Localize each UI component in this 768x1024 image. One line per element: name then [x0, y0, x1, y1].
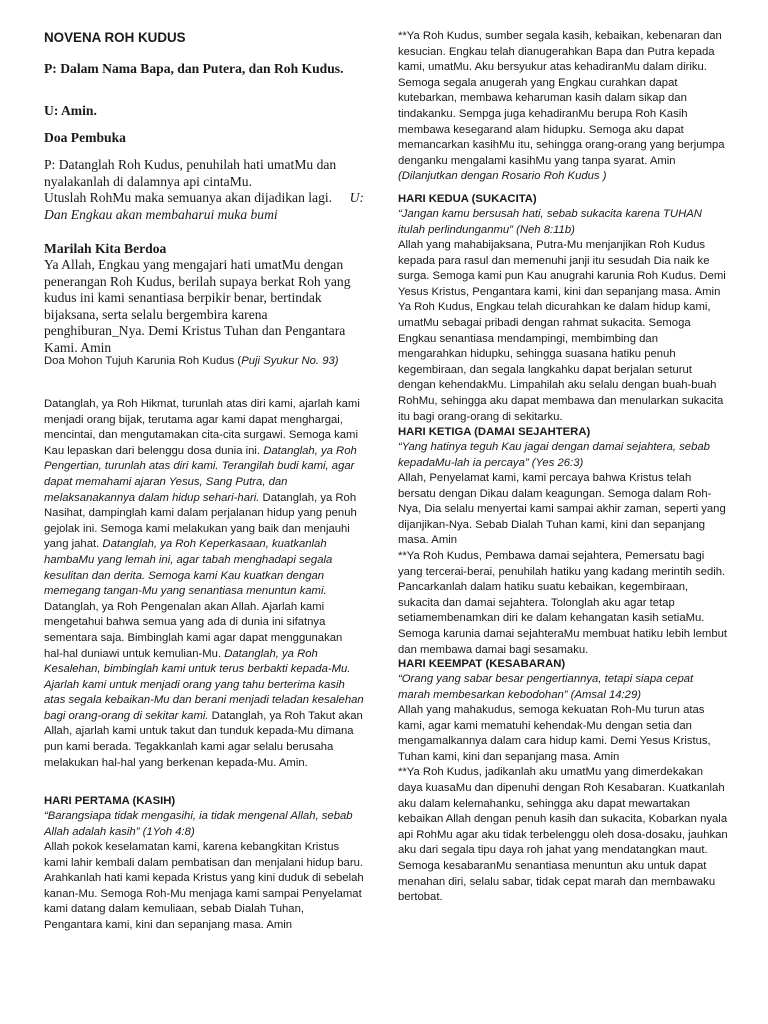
- hari-ketiga-prayer: Allah, Penyelamat kami, kami percaya bahwa Kristus telah bersatu dengan Dikau dalam keagungan. Semoga dalam Roh-Nya, Dia selalu menyertai kami sampai akhir zaman, seperti yang dijanjikan-Nya. Sebab Dialah Tuhan kami, kini dan sepanjang masa. Amin: [398, 472, 726, 547]
- karunia-text: [44, 397, 364, 771]
- hari-ketiga-heading: HARI KETIGA (DAMAI SEJAHTERA): [398, 426, 591, 438]
- hari-keempat-prayer-2: **Ya Roh Kudus, jadikanlah aku umatMu yang dimerdekakan daya kuasaMu dan dipenuhi dengan Roh Kesabaran. Kuatkanlah aku dalam kelemahanku, sehingga aku dapat mewartakan kebaikan Allah dengan penuh kasih dan sukacita, Kobarkan nyala api RohMu agar aku tidak terbelenggu oleh dosa-dosaku, jauhkan aku dari segala tipu daya roh jahat yang mendatangkan maut. Semoga kesabaranMu senantiasa menuntun aku untuk dapat menahan diri, selalu sabar, tidak cepat marah dan membawaku bertobat.: [398, 766, 728, 904]
- hari-pertama-heading: HARI PERTAMA (KASIH): [44, 795, 176, 807]
- hari-pertama-cont: [398, 29, 728, 185]
- hari-kedua-text: [398, 238, 728, 425]
- doa-pembuka-heading: Doa Pembuka: [44, 130, 126, 145]
- hari-keempat-quote: “Orang yang sabar besar pengertiannya, tetapi siapa cepat marah membesarkan kebodohan” (Amsal 14:29): [398, 673, 694, 701]
- hari-keempat-prayer: Allah yang mahakudus, semoga kekuatan Roh-Mu turun atas kami, agar kami mematuhi kehendak-Mu dengan setia dan mengamalkannya dalam cara hidup kami. Demi Yesus Kristus, Tuhan kami, kini dan sepanjang masa. Amin: [398, 704, 711, 763]
- marilah-text: Ya Allah, Engkau yang mengajari hati umatMu dengan penerangan Roh Kudus, berilah supaya berkat Roh yang kudus ini kami senantiasa berpikir benar, bertindak bijaksana, serta selalu bergembira karena penghiburan_Nya. Demi Kristus Tuhan dan Pengantara Kami. Amin: [44, 257, 351, 355]
- hari-keempat-text: [398, 703, 728, 906]
- doa-pembuka-p2-text: Utuslah RohMu maka semuanya akan dijadikan lagi.: [44, 190, 333, 206]
- hari-kedua-prayer-2: Ya Roh Kudus, Engkau telah dicurahkan ke dalam hidup kami, umatMu sebagai pribadi dengan rahmat sukacita. Semoga Engkau senantiasa mendampingi, membimbing dan mengarahkan hidupku, sehingga suasana hatiku penuh kegembiraan, dan segala langkahku dapat berjalan seturut dengan kehendakMu. Limpahilah aku selalu dengan buah-buah RohMu, sehingga aku dapat membawa dan menularkan sukacita itu bagi orang-orang di sekitarku.: [398, 301, 724, 423]
- opening-priest-line: P: Dalam Nama Bapa, dan Putera, dan Roh Kudus.: [44, 61, 344, 76]
- hari-kedua-quote: “Jangan kamu bersusah hati, sebab sukacita karena TUHAN itulah perlindunganmu” (Neh 8:11b): [398, 208, 702, 236]
- hari-kedua-heading: HARI KEDUA (SUKACITA): [398, 193, 537, 205]
- doa-mohon-label: Doa Mohon Tujuh Karunia Roh Kudus (: [44, 355, 242, 367]
- doa-pembuka-text: [44, 157, 364, 223]
- karunia-roh-nasihat: Datanglah, ya Roh Nasihat, dampinglah kami dalam perjalanan hidup yang penuh gejolak ini. Semoga kami melakukan yang baik dan menjauhi yang jahat.: [44, 491, 357, 551]
- karunia-roh-kesalehan: Datanglah, ya Roh Kesalehan, bimbinglah kami untuk terus berbakti kepada-Mu. Ajarlah kami untuk menjadi orang yang tahu berterima kasih atas segala kebaikan-Mu dan berani menjadi teladan kesalehan bagi orang-orang di sekitar kami.: [44, 647, 364, 722]
- doa-mohon-source: Puji Syukur No. 93): [241, 355, 339, 367]
- hari-keempat-heading: HARI KEEMPAT (KESABARAN): [398, 658, 566, 670]
- hari-pertama-quote: “Barangsiapa tidak mengasihi, ia tidak mengenal Allah, sebab Allah adalah kasih” (1Yoh 4:8): [44, 810, 353, 838]
- page-title: NOVENA ROH KUDUS: [44, 30, 186, 45]
- hari-ketiga-prayer-2: **Ya Roh Kudus, Pembawa damai sejahtera, Pemersatu bagi yang tercerai-berai, penuhilah hatiku yang kadang merintih sedih. Pancarkanlah dalam hatiku suatu kebaikan, kegembiraan, sukacita dan damai sejahtera. Tolonglah aku agar tetap setiamembenamkan diri ke dalam kehangatan kasih setiaMu. Semoga karunia damai sejahteraMu membuat hatiku lebih lembut dan membawa damai bagi sesamaku.: [398, 549, 728, 656]
- karunia-roh-keperkasaan: Datanglah, ya Roh Keperkasaan, kuatkanlah hambaMu yang lemah ini, agar tabah menghadapi segala kesulitan dan derita. Semoga kami Kau kuatkan dengan memegang tangan-Mu yang senantiasa menuntun kami.: [44, 538, 333, 598]
- hari-kedua-prayer: Allah yang mahabijaksana, Putra-Mu menjanjikan Roh Kudus kepada para rasul dan memenuhi janji itu sesudah Dia naik ke surga. Semoga kami pun Kau anugrahi karunia Roh Kudus. Demi Yesus Kristus, Pengantara kami, kini dan sepanjang masa. Amin: [398, 239, 726, 298]
- doa-pembuka-p2: [44, 190, 364, 207]
- doa-mohon-heading: [44, 354, 364, 370]
- hari-pertama-cont-text: **Ya Roh Kudus, sumber segala kasih, kebaikan, kebenaran dan kesucian. Engkau telah dianugerahkan Bapa dan Putra kepada kami, umatMu. Aku bersyukur atas kehadiranMu dalam diriku. Semoga segala anugerah yang Engkau curahkan dapat kutebarkan, membawa keharuman kasih dalam sikap dan tindakanku. Sempga juga kehadiranMu berupa Roh Kasih membawa kesegarand alam hidupku. Semoga aku dapat memancarkan kasihMu itu, sehingga orang-orang yang berjumpa denganku mengalami kasihMu yang tanpa syarat. Amin: [398, 30, 725, 167]
- karunia-roh-pengertian: Datanglah, ya Roh Pengertian, turunlah atas diri kami. Terangilah budi kami, agar dapat memahami ajaran Yesus, Sang Putra, dan melaksanakannya dalam hidup sehari-hari.: [44, 444, 357, 504]
- hari-ketiga-text: [398, 471, 728, 658]
- karunia-roh-takut: Datanglah, ya Roh Takut akan Allah, ajarlah kami untuk takut dan tunduk kepada-Mu dimana pun kami berada. Tegakkanlah kami agar selalu berusaha melakukan hal-hal yang berkenan kepada-Mu. Amin.: [44, 709, 363, 769]
- karunia-roh-hikmat: Datanglah, ya Roh Hikmat, turunlah atas diri kami, ajarlah kami menjadi orang bijak, terutama agar kami dapat menghargai, mencintai, dan mengutamakan cita-cita surgawi. Semoga kami Kau lepaskan dari belenggu dosa dunia ini.: [44, 398, 360, 457]
- hari-ketiga-quote: “Yang hatinya teguh Kau jagai dengan damai sejahtera, sebab kepadaMu-lah ia percaya” (Yes 26:3): [398, 441, 710, 469]
- opening-people-line: U: Amin.: [44, 103, 97, 118]
- doa-pembuka-p1: P: Datanglah Roh Kudus, penuhilah hati umatMu dan nyalakanlah di dalamnya api cintaMu.: [44, 157, 337, 189]
- doa-pembuka-u-label: U:: [349, 190, 364, 206]
- karunia-roh-pengenalan: Datanglah, ya Roh Pengenalan akan Allah. Ajarlah kami mengetahui bahwa semua yang ada di dunia ini sifatnya sementara saja. Bimbinglah kami agar dapat menggunakan hal-hal duniawi untuk kemulian-Mu.: [44, 600, 343, 660]
- doa-pembuka-u-text: Dan Engkau akan membaharui muka bumi: [44, 206, 278, 222]
- marilah-heading: Marilah Kita Berdoa: [44, 241, 167, 256]
- hari-pertama-text: Allah pokok keselamatan kami, karena kebangkitan Kristus kami lahir kembali dalam pembatisan dan menjalani hidup baru. Arahkanlah hati kami kepada Kristus yang kini duduk di sebelah kanan-Mu. Semoga Roh-Mu menjaga kami sampai Penyelamat kami datang dalam kemuliaan, sebab Dialah Tuhan, Pengantara kami, kini dan sepanjang masa. Amin: [44, 841, 364, 931]
- hari-pertama-cont-note: (Dilanjutkan dengan Rosario Roh Kudus ): [398, 170, 607, 183]
